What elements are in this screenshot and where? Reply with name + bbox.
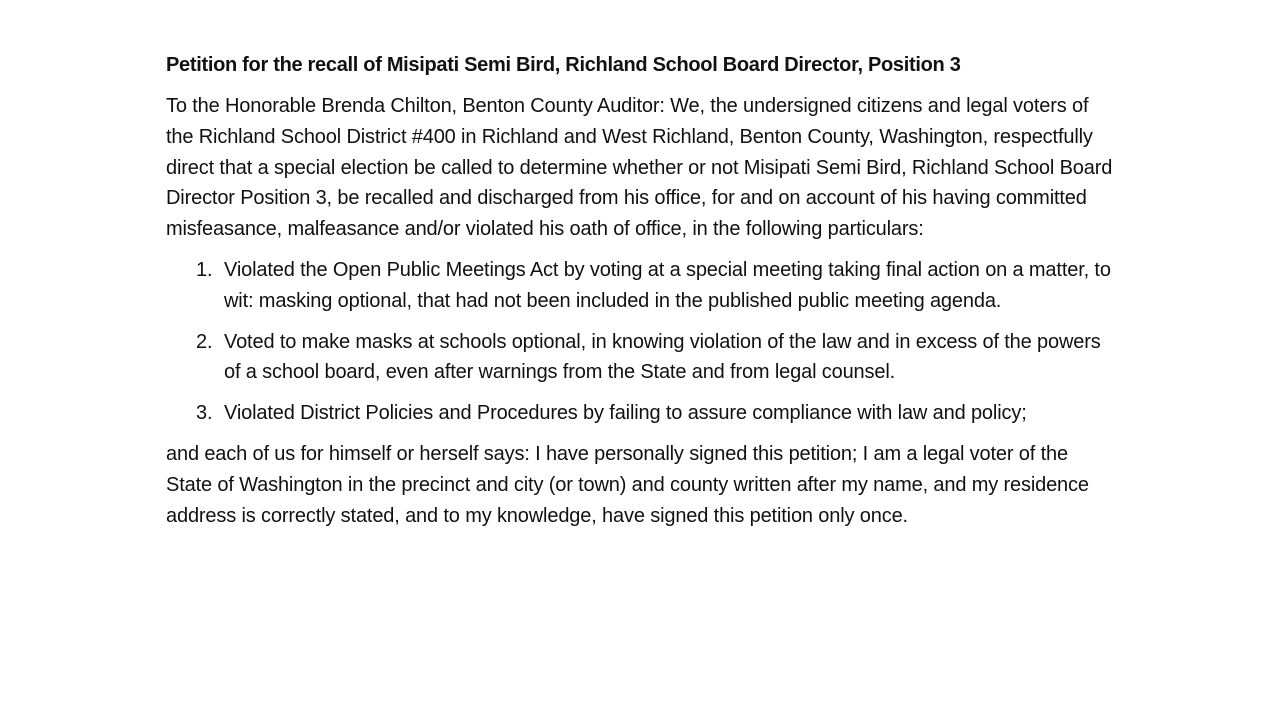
list-item: [166, 327, 1126, 389]
list-item: [166, 398, 1126, 429]
list-item: [166, 255, 1126, 317]
charge-number: 2.: [196, 330, 213, 353]
charge-text: Violated the Open Public Meetings Act by voting at a special meeting taking final action on a matter, to wit: masking optional, that had not been included in the published public meeting agenda.: [224, 258, 1111, 312]
charge-text: Voted to make masks at schools optional, in knowing violation of the law and in excess of the powers of a school board, even after warnings from the State and from legal counsel.: [224, 330, 1101, 384]
petition-intro: To the Honorable Brenda Chilton, Benton County Auditor: We, the undersigned citizens and legal voters of the Richland School District #400 in Richland and West Richland, Benton County, Washington, respectfully direct that a special election be called to determine whether or not Misipati Semi Bird, Richland School Board Director Position 3, be recalled and discharged from his office, for and on account of his having committed misfeasance, malfeasance and/or violated his oath of office, in the following particulars:: [166, 95, 1113, 241]
charge-text: Violated District Policies and Procedures by failing to assure compliance with law and policy;: [224, 402, 1027, 425]
charge-number: 1.: [196, 258, 213, 281]
petition-closing-statement: and each of us for himself or herself says: I have personally signed this petition; I am a legal voter of the State of Washington in the precinct and city (or town) and county written after my name, and my residence address is correctly stated, and to my knowledge, have signed this petition only once.: [166, 442, 1089, 527]
petition-title: Petition for the recall of Misipati Semi Bird, Richland School Board Director, Position 3: [166, 54, 961, 76]
charges-list: [166, 255, 1126, 429]
charge-number: 3.: [196, 402, 213, 425]
petition-document: [166, 50, 1126, 531]
